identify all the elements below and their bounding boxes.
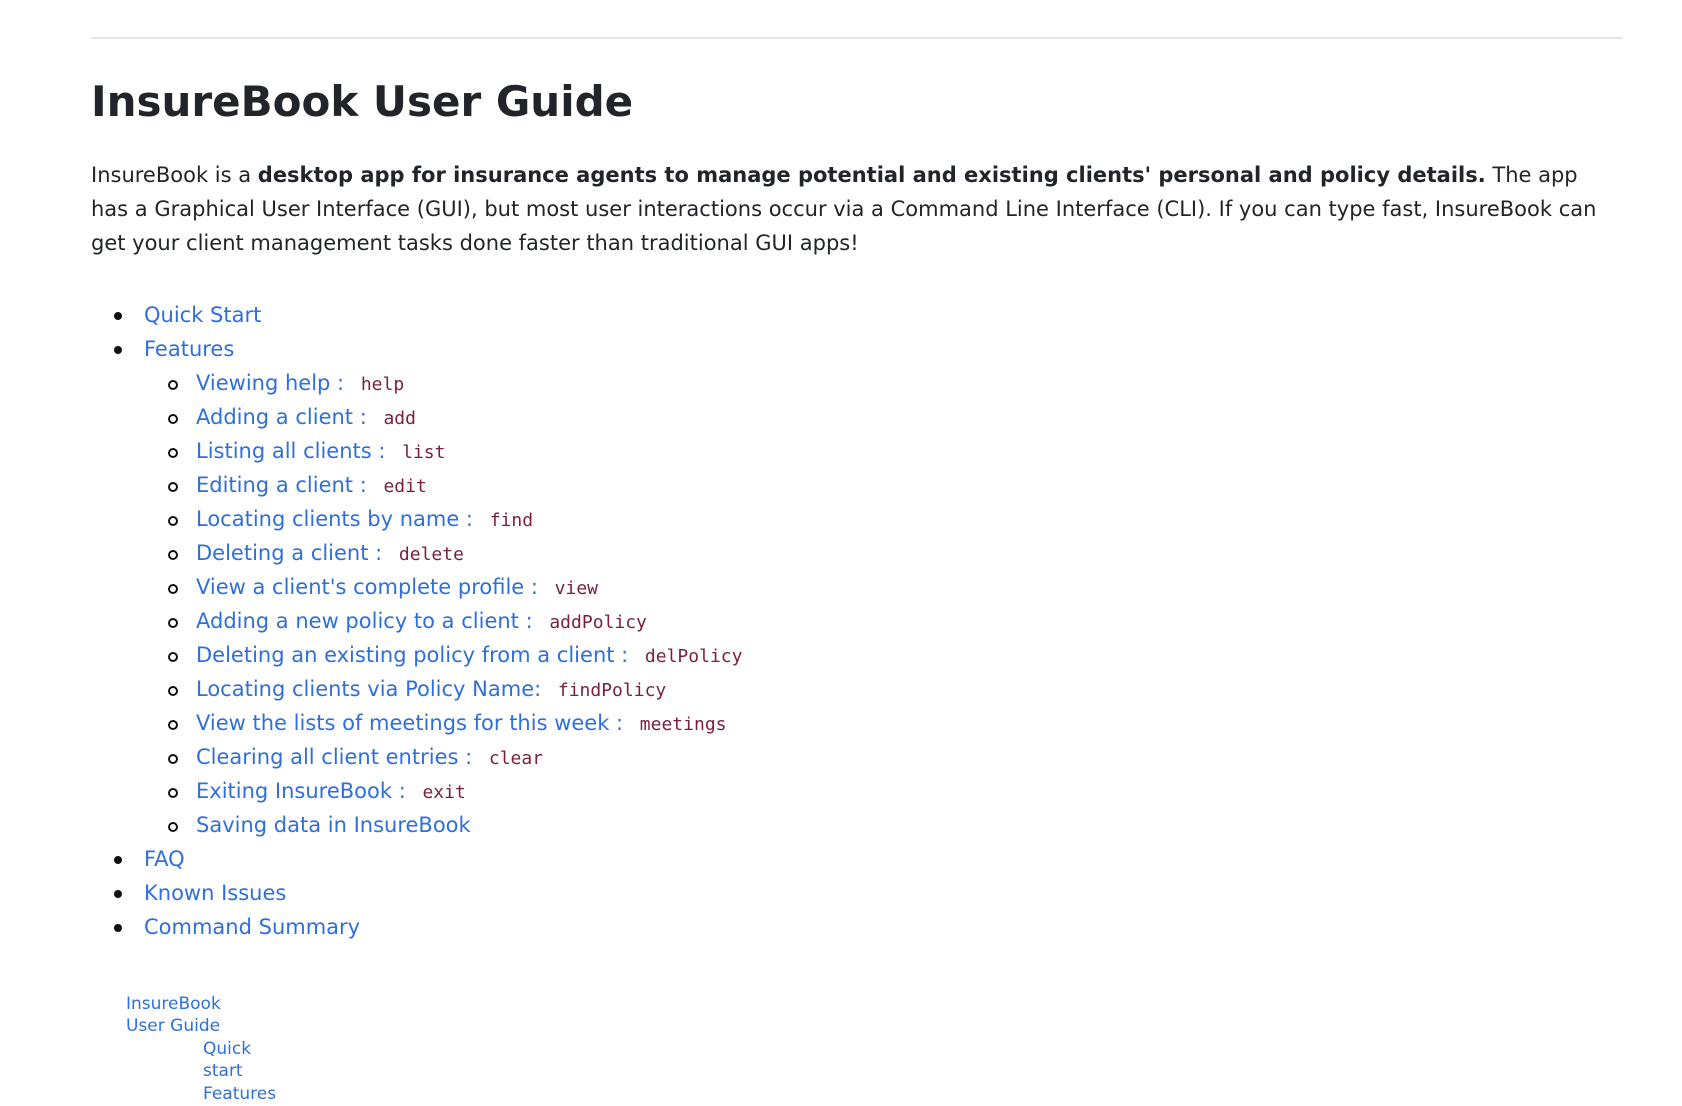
- toc-subitem: [144, 774, 742, 808]
- toc-item-command-summary: [91, 910, 742, 944]
- command-code: delete: [398, 544, 464, 565]
- toc-link-known-issues[interactable]: Known Issues: [144, 881, 287, 905]
- circle-bullet-icon: [168, 754, 178, 764]
- bullet-icon: [114, 856, 122, 864]
- bullet-icon: [114, 890, 122, 898]
- footer-link-quick-start[interactable]: Quick start: [203, 1039, 252, 1081]
- command-code: clear: [488, 748, 544, 769]
- circle-bullet-icon: [168, 652, 178, 662]
- toc-link-view-profile[interactable]: View a client's complete profile :: [196, 575, 545, 599]
- features-sublist: [144, 366, 742, 842]
- page-title: InsureBook User Guide: [91, 77, 634, 126]
- circle-bullet-icon: [168, 822, 178, 832]
- circle-bullet-icon: [168, 618, 178, 628]
- toc-subitem: [144, 706, 742, 740]
- toc-link-faq[interactable]: FAQ: [144, 847, 185, 871]
- toc-link-saving-data[interactable]: Saving data in InsureBook: [196, 813, 471, 837]
- bullet-icon: [114, 312, 122, 320]
- command-code: edit: [383, 476, 427, 497]
- command-code: meetings: [639, 714, 727, 735]
- circle-bullet-icon: [168, 584, 178, 594]
- toc-link-meetings[interactable]: View the lists of meetings for this week :: [196, 711, 630, 735]
- circle-bullet-icon: [168, 720, 178, 730]
- toc-subitem: [144, 672, 742, 706]
- command-code: findPolicy: [557, 680, 667, 701]
- toc-subitem: [144, 366, 742, 400]
- command-code: addPolicy: [549, 612, 647, 633]
- toc-item-features: [91, 332, 742, 842]
- toc-link-locating-by-name[interactable]: Locating clients by name :: [196, 507, 480, 531]
- circle-bullet-icon: [168, 448, 178, 458]
- toc-link-clear[interactable]: Clearing all client entries :: [196, 745, 479, 769]
- circle-bullet-icon: [168, 380, 178, 390]
- footer-link-features[interactable]: Features: [203, 1084, 277, 1104]
- intro-bold: desktop app for insurance agents to manage potential and existing clients' personal and policy details.: [257, 163, 1486, 187]
- toc-item-faq: [91, 842, 742, 876]
- table-of-contents: [91, 298, 742, 944]
- command-code: delPolicy: [644, 646, 743, 667]
- circle-bullet-icon: [168, 788, 178, 798]
- circle-bullet-icon: [168, 686, 178, 696]
- toc-link-viewing-help[interactable]: Viewing help :: [196, 371, 351, 395]
- toc-link-find-policy[interactable]: Locating clients via Policy Name:: [196, 677, 548, 701]
- circle-bullet-icon: [168, 516, 178, 526]
- command-code: help: [360, 374, 405, 395]
- bullet-icon: [114, 924, 122, 932]
- command-code: view: [554, 578, 599, 599]
- toc-subitem: [144, 740, 742, 774]
- toc-subitem: [144, 468, 742, 502]
- toc-subitem: [144, 400, 742, 434]
- toc-subitem: [144, 570, 742, 604]
- command-code: add: [383, 408, 416, 429]
- toc-link-adding-client[interactable]: Adding a client :: [196, 405, 374, 429]
- circle-bullet-icon: [168, 482, 178, 492]
- command-code: list: [402, 442, 446, 463]
- circle-bullet-icon: [168, 550, 178, 560]
- toc-link-listing-clients[interactable]: Listing all clients :: [196, 439, 393, 463]
- toc-link-exit[interactable]: Exiting InsureBook :: [196, 779, 413, 803]
- toc-item-known-issues: [91, 876, 742, 910]
- toc-item-quick-start: [91, 298, 742, 332]
- toc-link-editing-client[interactable]: Editing a client :: [196, 473, 374, 497]
- toc-link-features[interactable]: Features: [144, 337, 235, 361]
- footer-link-user-guide[interactable]: InsureBook User Guide: [126, 994, 221, 1036]
- command-code: exit: [422, 782, 466, 803]
- toc-link-delete-policy[interactable]: Deleting an existing policy from a client :: [196, 643, 635, 667]
- toc-link-deleting-client[interactable]: Deleting a client :: [196, 541, 389, 565]
- toc-subitem: [144, 638, 742, 672]
- toc-link-add-policy[interactable]: Adding a new policy to a client :: [196, 609, 540, 633]
- top-divider: [91, 37, 1623, 39]
- circle-bullet-icon: [168, 414, 178, 424]
- command-code: find: [489, 510, 534, 531]
- intro-suffix: The app has a Graphical User Interface (GUI), but most user interactions occur via a Command Line Interface (CLI). If you can type fast, InsureBook can get your client management tasks done faster than traditional GUI apps!: [91, 163, 1597, 255]
- toc-subitem: [144, 604, 742, 638]
- toc-subitem: [144, 808, 742, 842]
- toc-subitem: [144, 434, 742, 468]
- intro-prefix: InsureBook is a: [91, 163, 258, 187]
- bullet-icon: [114, 346, 122, 354]
- intro-paragraph: [91, 158, 1621, 260]
- toc-subitem: [144, 502, 742, 536]
- toc-subitem: [144, 536, 742, 570]
- toc-link-command-summary[interactable]: Command Summary: [144, 915, 361, 939]
- toc-link-quick-start[interactable]: Quick Start: [144, 303, 262, 327]
